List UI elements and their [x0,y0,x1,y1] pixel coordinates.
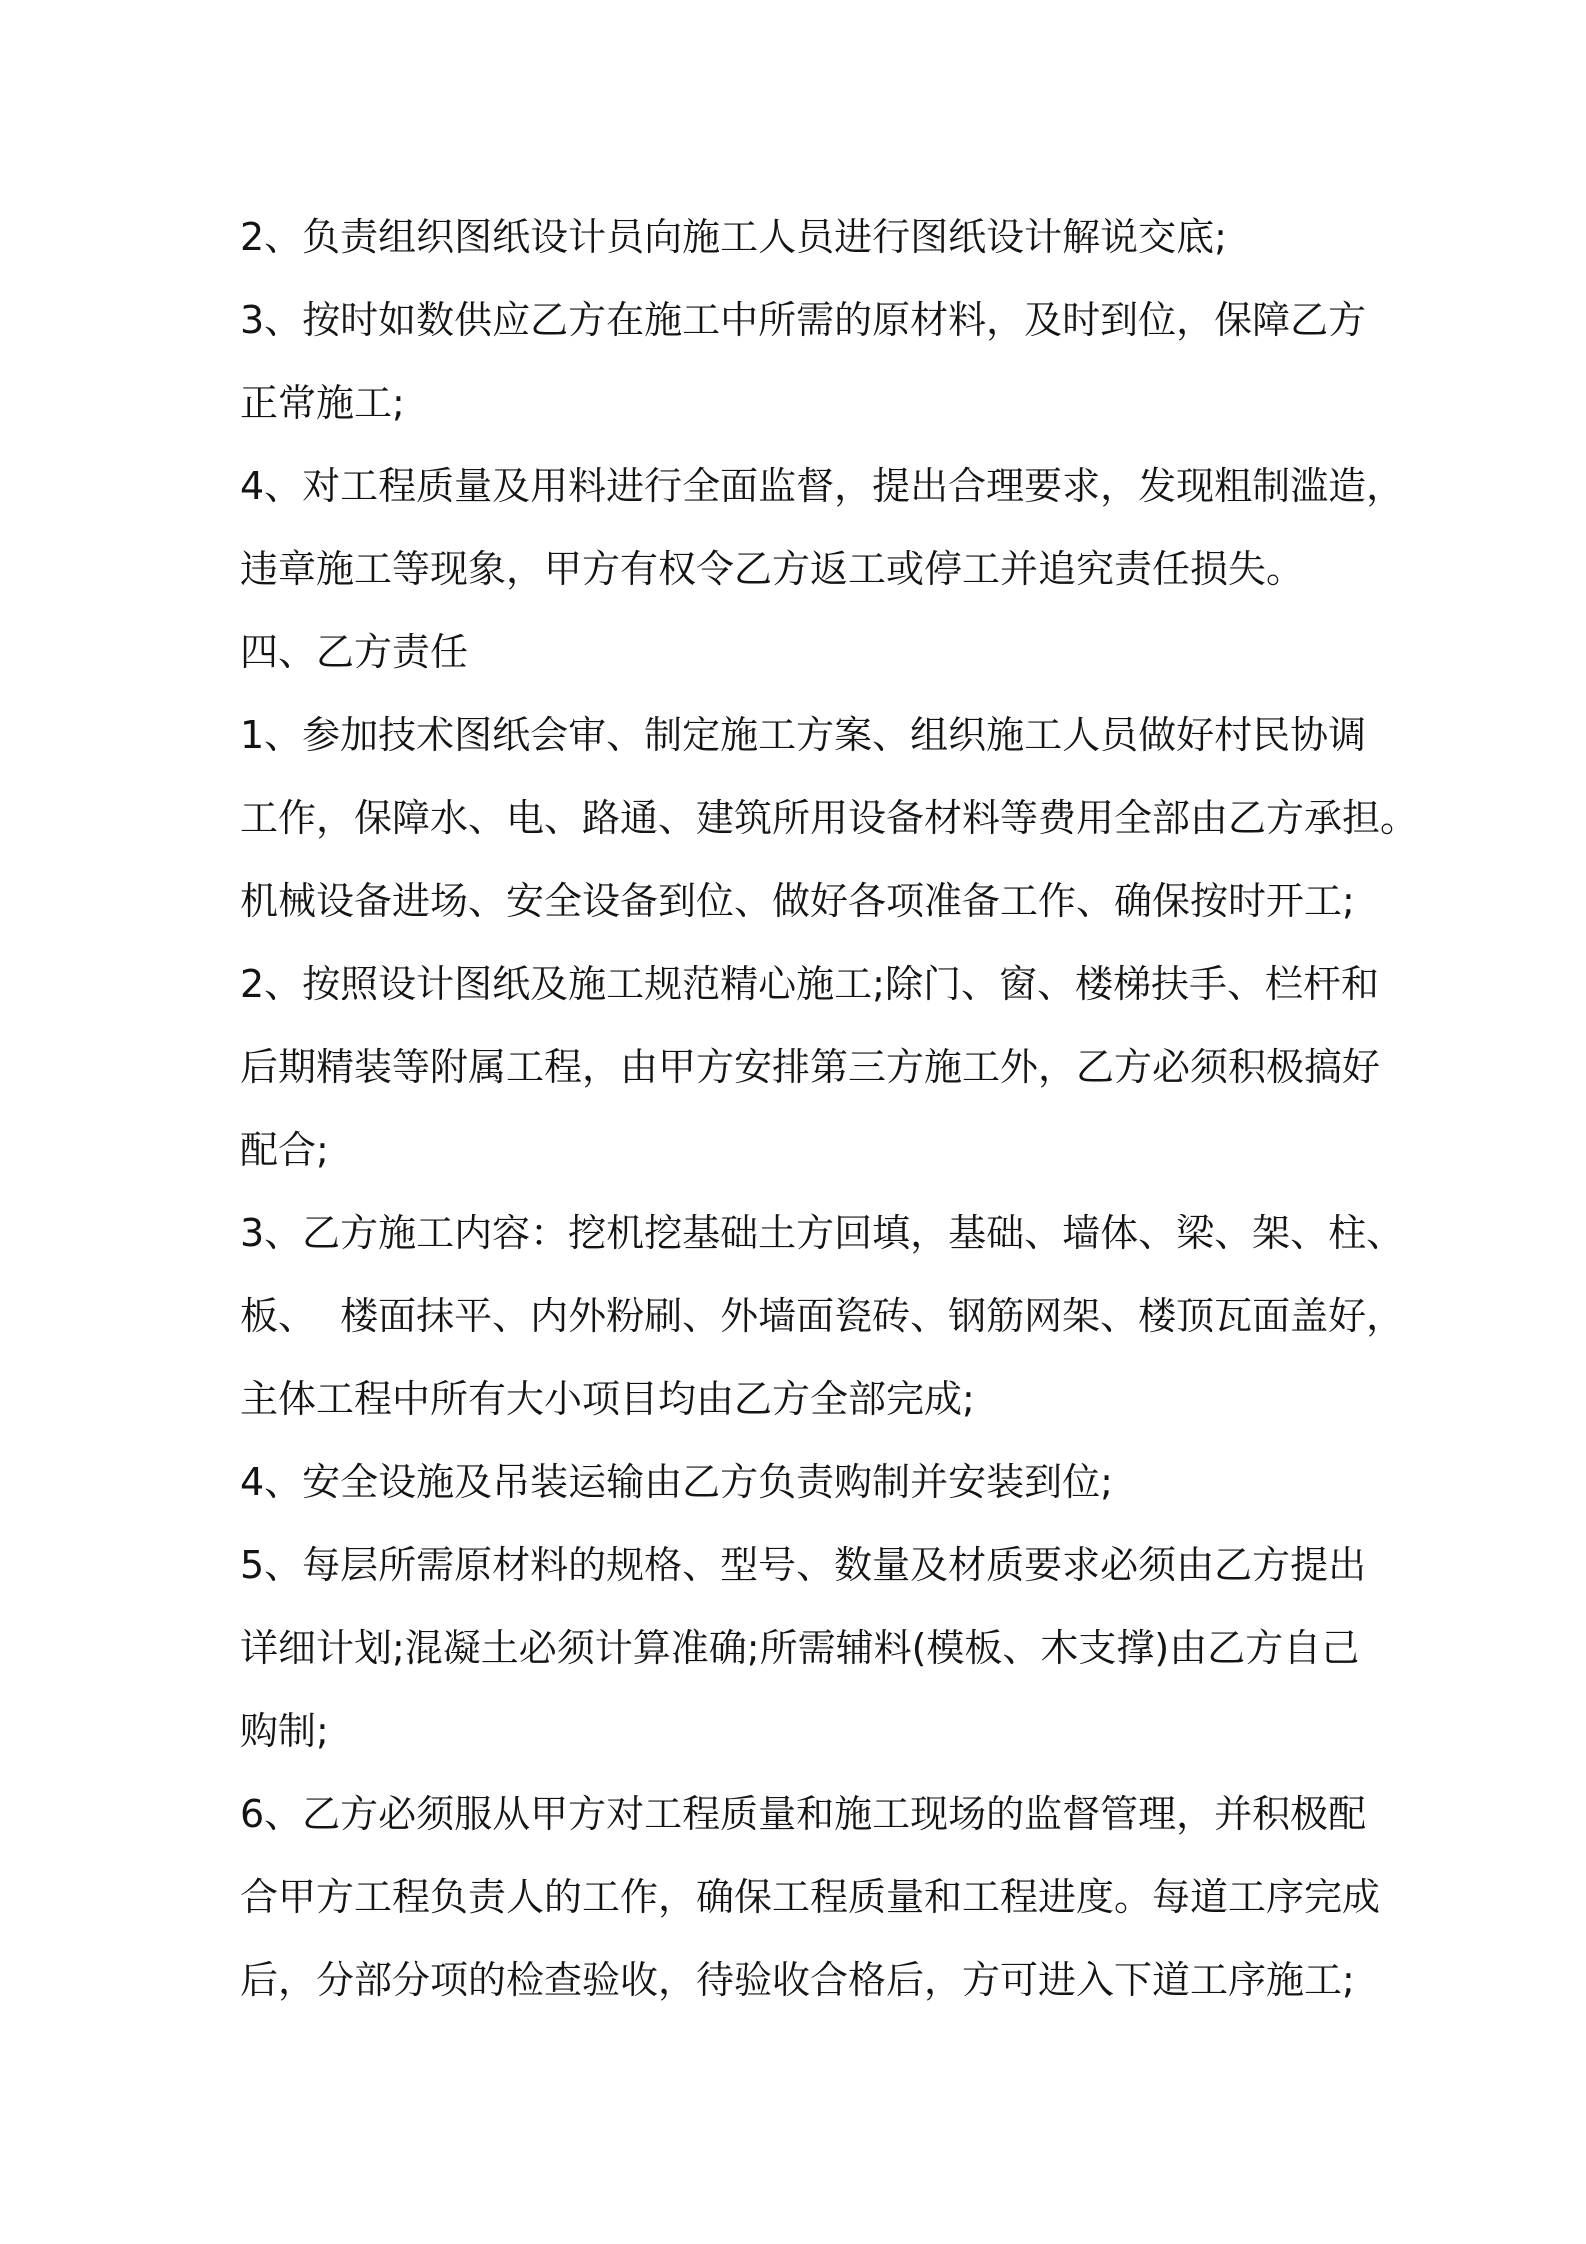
paragraph-yi-item-1 [240,694,1419,943]
text-line: 配合; [240,1128,329,1172]
text-line: 正常施工; [240,381,405,425]
section-heading [240,611,1400,694]
paragraph-jia-item-3 [240,279,1400,445]
text-line: 主体工程中所有大小项目均由乙方全部完成; [240,1377,975,1421]
text-line: 2、按照设计图纸及施工规范精心施工;除门、窗、楼梯扶手、栏杆和 [240,962,1379,1006]
text-line: 详细计划;混凝土必须计算准确;所需辅料(模板、木支撑)由乙方自己 [240,1626,1360,1670]
paragraph-yi-item-2 [240,943,1400,1192]
paragraph-jia-item-2 [240,196,1400,279]
text-line: 6、乙方必须服从甲方对工程质量和施工现场的监督管理，并积极配 [240,1792,1367,1836]
text-line: 后，分部分项的检查验收，待验收合格后，方可进入下道工序施工; [240,1958,1355,2002]
text-line: 工作，保障水、电、路通、建筑所用设备材料等费用全部由乙方承担。 [240,796,1419,840]
paragraph-yi-item-6 [240,1773,1400,2022]
document-body [240,196,1419,2022]
paragraph-yi-item-5 [240,1524,1400,1773]
text-line: 2、负责组织图纸设计员向施工人员进行图纸设计解说交底; [240,215,1227,259]
text-line: 后期精装等附属工程，由甲方安排第三方施工外，乙方必须积极搞好 [240,1045,1381,1089]
text-line: 机械设备进场、安全设备到位、做好各项准备工作、确保按时开工; [240,879,1355,923]
paragraph-yi-item-4 [240,1441,1400,1524]
text-line: 5、每层所需原材料的规格、型号、数量及材质要求必须由乙方提出 [240,1543,1367,1587]
heading-line: 四、乙方责任 [240,630,469,674]
paragraph-jia-item-4 [240,445,1405,611]
text-line: 4、对工程质量及用料进行全面监督，提出合理要求，发现粗制滥造， [240,464,1405,508]
text-line: 1、参加技术图纸会审、制定施工方案、组织施工人员做好村民协调 [240,713,1367,757]
text-line: 违章施工等现象，甲方有权令乙方返工或停工并追究责任损失。 [240,547,1305,591]
text-line: 3、按时如数供应乙方在施工中所需的原材料，及时到位，保障乙方 [240,298,1367,342]
text-line: 4、安全设施及吊装运输由乙方负责购制并安装到位; [240,1460,1113,1504]
paragraph-yi-item-3 [240,1192,1405,1441]
text-line: 板、 楼面抹平、内外粉刷、外墙面瓷砖、钢筋网架、楼顶瓦面盖好， [240,1294,1405,1338]
text-line: 购制; [240,1709,329,1753]
text-line: 3、乙方施工内容：挖机挖基础土方回填，基础、墙体、梁、架、柱、 [240,1211,1405,1255]
text-line: 合甲方工程负责人的工作，确保工程质量和工程进度。每道工序完成 [240,1875,1381,1919]
